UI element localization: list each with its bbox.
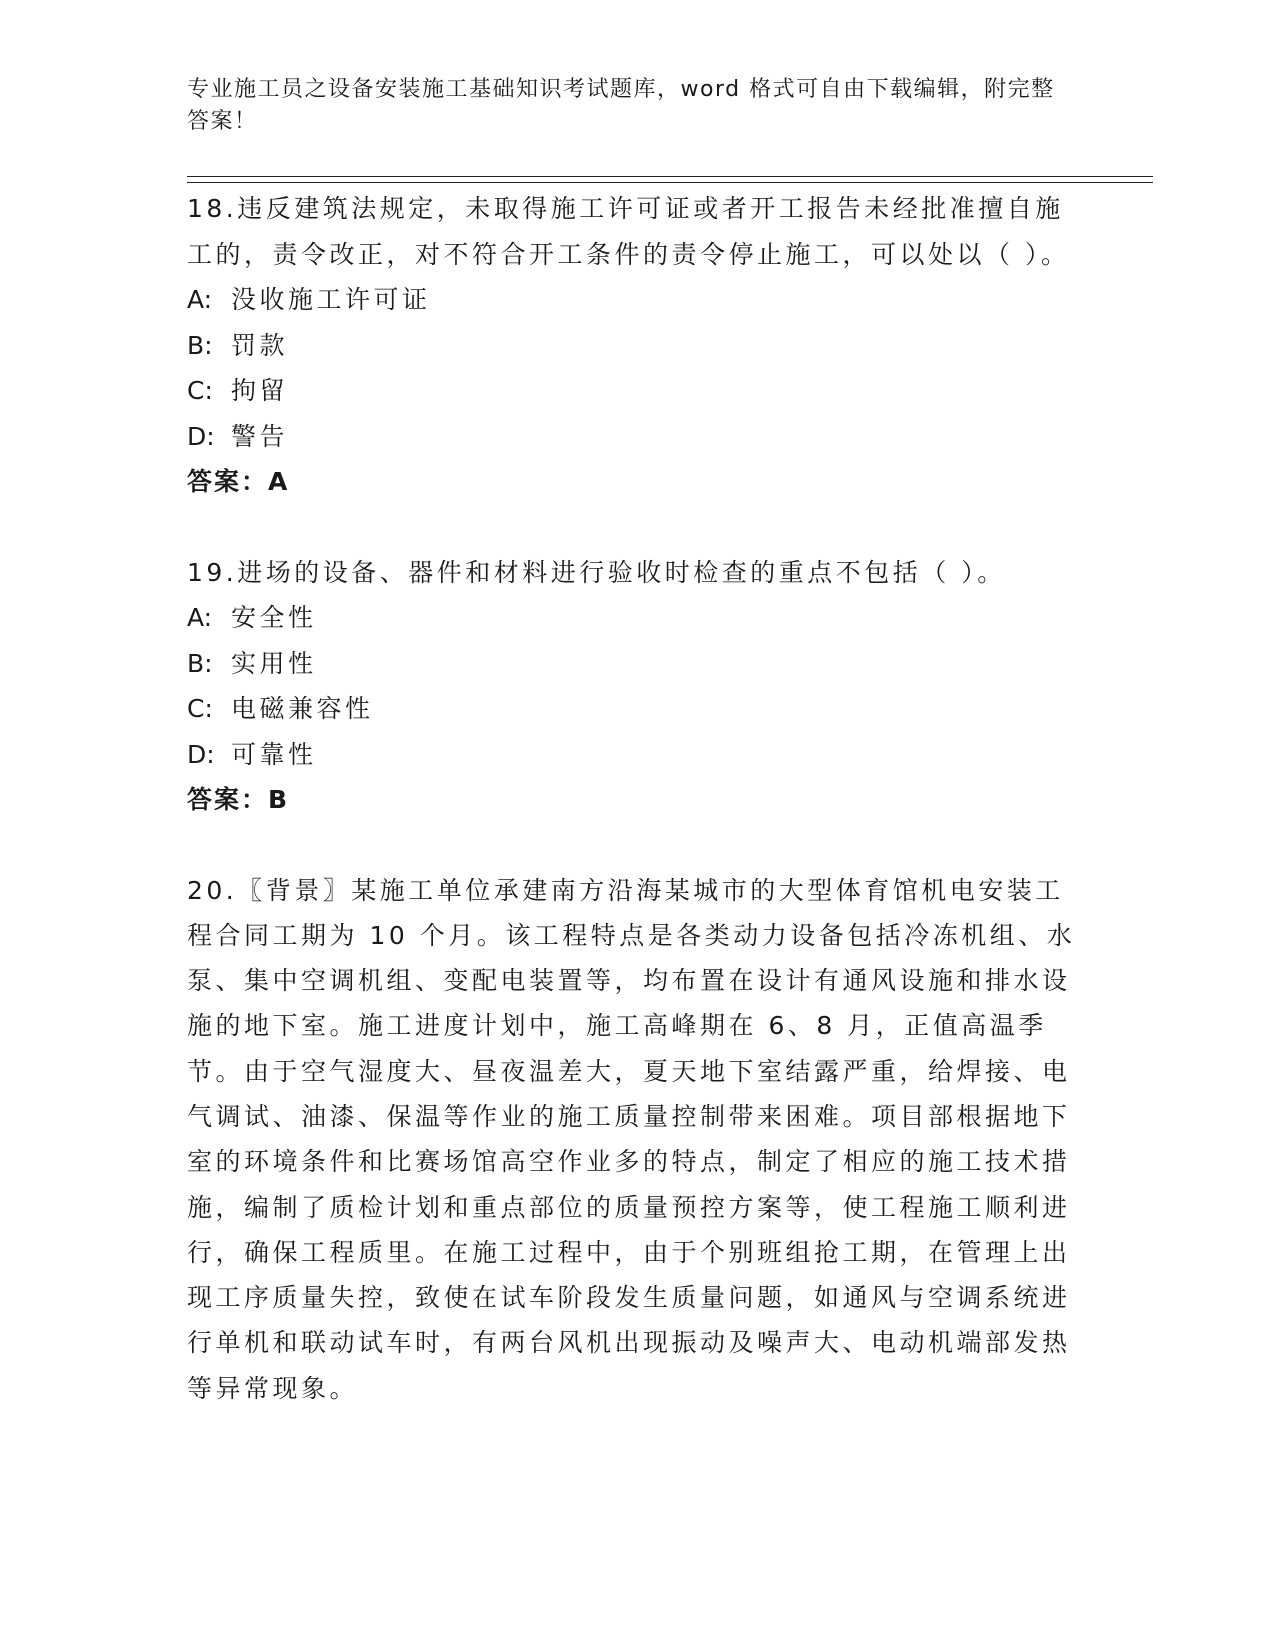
option-c: [187, 686, 1087, 732]
question-20: [187, 868, 1087, 1412]
option-letter: D:: [187, 739, 215, 769]
answer: 答案：A: [187, 467, 290, 496]
option-c: [187, 368, 1087, 414]
option-text: 实用性: [231, 648, 317, 678]
option-d: [187, 732, 1087, 778]
option-a: [187, 277, 1087, 323]
question-18: [187, 186, 1087, 505]
question-list: [187, 186, 1087, 1411]
question-text: 18.违反建筑法规定，未取得施工许可证或者开工报告未经批准擅自施工的，责令改正，对不符合开工条件的责令停止施工，可以处以（ ）。: [187, 194, 1070, 269]
option-letter: B:: [187, 648, 213, 678]
document-header: 专业施工员之设备安装施工基础知识考试题库，word 格式可自由下载编辑，附完整答案！: [187, 77, 1055, 134]
spacer: [187, 505, 1087, 550]
option-text: 警告: [231, 421, 289, 451]
spacer: [187, 823, 1087, 868]
answer: 答案：B: [187, 785, 290, 814]
option-text: 罚款: [231, 330, 289, 360]
option-text: 拘留: [231, 376, 289, 405]
option-letter: C:: [187, 376, 213, 405]
header-divider-bottom: [187, 182, 1153, 183]
option-b: [187, 323, 1087, 369]
option-letter: A:: [187, 603, 213, 632]
question-19: [187, 550, 1087, 823]
option-d: [187, 414, 1087, 460]
question-text: 19.进场的设备、器件和材料进行验收时检查的重点不包括（ ）。: [187, 557, 1006, 587]
option-text: 安全性: [231, 603, 317, 632]
option-text: 没收施工许可证: [231, 285, 431, 314]
option-b: [187, 641, 1087, 687]
option-letter: B:: [187, 330, 213, 360]
header-divider-top: [187, 176, 1153, 177]
option-a: [187, 595, 1087, 641]
option-text: 电磁兼容性: [231, 694, 374, 723]
option-letter: A:: [187, 285, 213, 314]
option-letter: D:: [187, 421, 215, 451]
question-text: 20.〖背景〗某施工单位承建南方沿海某城市的大型体育馆机电安装工程合同工期为 10 个月。该工程特点是各类动力设备包括冷冻机组、水泵、集中空调机组、变配电装置等，均布置在设计有通风设施和排水设施的地下室。施工进度计划中，施工高峰期在 6、8 月，正值高温季节。由于空气湿度大、昼夜温差大，夏天地下室结露严重，给焊接、电气调试、油漆、保温等作业的施工质量控制带来困难。项目部根据地下室的环境条件和比赛场馆高空作业多的特点，制定了相应的施工技术措施，编制了质检计划和重点部位的质量预控方案等，使工程施工顺利进行，确保工程质里。在施工过程中，由于个别班组抢工期，在管理上出现工序质量失控，致使在试车阶段发生质量问题，如通风与空调系统进行单机和联动试车时，有两台风机出现振动及噪声大、电动机端部发热等异常现象。: [187, 875, 1076, 1403]
option-letter: C:: [187, 694, 213, 723]
option-text: 可靠性: [231, 739, 317, 769]
